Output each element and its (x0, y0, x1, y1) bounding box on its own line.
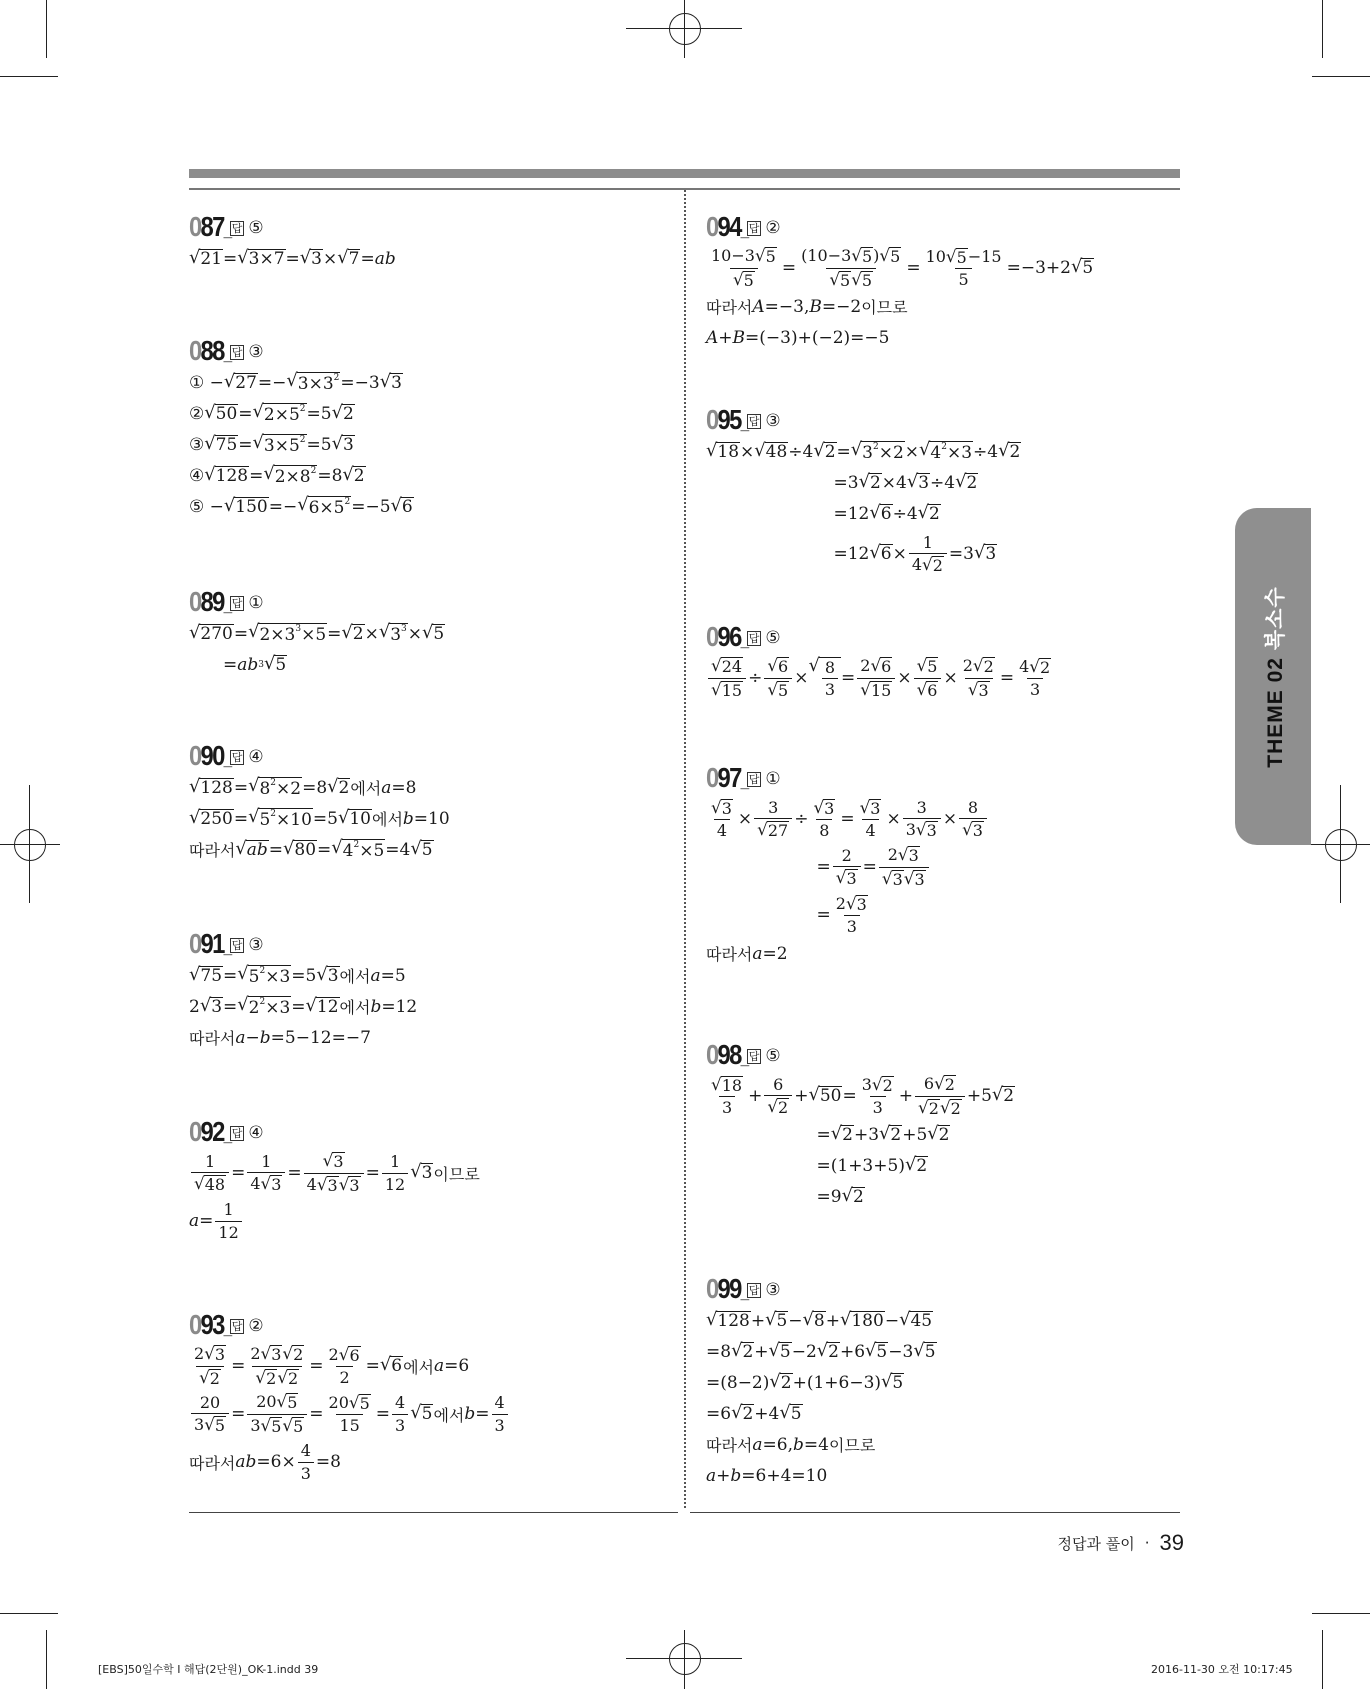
sqrt: √ 5 (410, 1401, 433, 1424)
problem-number: 088_ (189, 334, 231, 366)
sqrt: √ 5 (768, 1340, 791, 1363)
answer-choice: ③ (248, 935, 264, 955)
solution-line: √ 21 = √ 3×7 = √ 3 × √ 7 = ab (189, 247, 396, 270)
sqrt: √ $4^2\times 5$ (331, 837, 385, 862)
fraction: 3 3 √ 3 (903, 798, 941, 841)
fraction: 8 √ 3 (959, 798, 987, 841)
answer-choice: ④ (248, 1123, 264, 1143)
solution-line: = √ 2 +3 √ 2 +5 √ 2 (706, 1123, 950, 1146)
problem-number: 090_ (189, 739, 231, 771)
problem-header (706, 212, 1094, 244)
sqrt: √ 6 (390, 495, 413, 518)
fraction: 6 √ 2 √ 2 √ 2 (915, 1074, 965, 1118)
sqrt: √ 8 (802, 1309, 825, 1332)
sqrt: √ 3 (322, 1150, 344, 1172)
fraction: 20 √ 5 3 √ 5 √ 5 (247, 1392, 307, 1436)
sqrt: √ 2 (327, 776, 350, 799)
sqrt: √ 15 (860, 678, 892, 700)
sqrt: √ 6 (870, 655, 892, 677)
solution-line: ① − √ 27 =− √ $3\times 3^2$ =−3 √ 3 (189, 370, 402, 395)
solution-line: √ 128 + √ 5 − √ 8 + √ 180 − √ 45 (706, 1309, 933, 1332)
answer-choice: ② (765, 218, 781, 238)
sqrt: √ 7 (337, 247, 360, 270)
sqrt: √ 3 (260, 1172, 282, 1194)
problem-number: 092_ (189, 1115, 231, 1147)
problem-099 (706, 1274, 937, 1492)
sqrt: √ 3 (835, 866, 857, 888)
sqrt: √ 2 (998, 440, 1021, 463)
answer-choice: ② (248, 1316, 264, 1336)
sqrt: √ $2\times 3^3\times 5$ (248, 621, 327, 646)
sqrt: √ 5 (765, 1309, 788, 1332)
sqrt: √ 27 (223, 371, 257, 394)
problem-header (706, 763, 989, 795)
sqrt: √ 2 (341, 622, 364, 645)
problem-number: 089_ (189, 585, 231, 617)
problem-number: 087_ (189, 210, 231, 242)
fraction: 1 4 √ 2 (909, 533, 947, 576)
problem-091 (189, 929, 417, 1054)
sqrt: √ 2 (277, 1366, 299, 1388)
sqrt: √ 2 (871, 1073, 893, 1095)
sqrt: √ 2 (731, 1340, 754, 1363)
sqrt: √ $4^2\times 3$ (919, 439, 973, 464)
sqrt: √ 3 (897, 844, 919, 866)
solution-line: =12 √ 6 ÷4 √ 2 (706, 502, 940, 525)
problem-header (706, 405, 1021, 437)
section-label: 정답과 풀이 (1057, 1534, 1135, 1553)
fraction: 2 √ 3 √ 3 √ 3 (879, 845, 929, 889)
fraction: 2 √ 3 (833, 846, 861, 889)
answer-label-box: 답 (231, 1126, 243, 1140)
sqrt: √ $\frac{8}{3}$ (808, 657, 841, 699)
sqrt: √ 2 (922, 553, 943, 575)
solution-line: = 2 √ 3 = 2 √ 3 √ 3 √ 3 (706, 843, 989, 891)
solution-line: √ 270 = √ $2\times 3^3\times 5$ = √ 2 × √ $3^3$ × √ 5 (189, 621, 445, 646)
fraction: √ 3 8 (813, 796, 835, 841)
fraction (914, 656, 942, 700)
sqrt: √ $3^3$ (378, 621, 407, 646)
solution-line: =8 √ 2 + √ 5 −2 √ 2 +6 √ 5 −3 √ 5 (706, 1340, 936, 1363)
problem-098 (706, 1040, 1015, 1213)
sqrt: √ 5 (851, 268, 873, 290)
solution-line: ④ √ 128 = √ $2\times 8^2$ =8 √ 2 (189, 463, 365, 488)
sqrt: √ $2\times 8^2$ (263, 463, 317, 488)
sqrt: √ $3\times 5^2$ (252, 432, 306, 457)
solution-line: 따라서 A =−3, B =−2 이므로 (706, 297, 908, 317)
sqrt: √ 5 (779, 1402, 802, 1425)
sqrt: √ 2 (342, 464, 365, 487)
sqrt: √ 3 (881, 867, 903, 889)
sqrt: √ 2 (282, 1343, 304, 1365)
sqrt: √ 2 (879, 1123, 902, 1146)
sqrt: √ 2 (917, 502, 940, 525)
sqrt: √ 270 (189, 622, 233, 645)
solution-line: 따라서 √ ab = √ 80 = √ $4^2\times 5$ =4 √ 5 (189, 837, 433, 862)
answer-label-box: 답 (748, 1049, 760, 1063)
problem-number: 098_ (706, 1038, 748, 1070)
bullet: · (1144, 1534, 1150, 1552)
sqrt: √ $3^2\times 2$ (850, 439, 904, 464)
sqrt: √ 75 (204, 433, 238, 456)
solution-line: a = $\frac{1}{12}$ (189, 1197, 480, 1245)
sqrt: √ 3 (204, 1343, 226, 1365)
sqrt: √ 24 (711, 655, 743, 677)
fraction: (10−3 √ 5 ) √ 5 √ 5 √ 5 (801, 245, 901, 290)
sqrt: √ 18 (706, 440, 740, 463)
answer-label-box: 답 (231, 345, 243, 359)
sqrt: √ 5 (282, 1414, 304, 1436)
sqrt: √ 5 (204, 1413, 226, 1435)
problem-number: 093_ (189, 1308, 231, 1340)
problem-097 (706, 763, 989, 970)
answer-choice: ① (248, 593, 264, 613)
answer-label-box: 답 (231, 750, 243, 764)
fraction: $\frac{4}{3}$ (298, 1441, 314, 1482)
problem-092 (189, 1117, 480, 1245)
sqrt: √ $2\times 5^2$ (252, 401, 306, 426)
sqrt: √ 5 (879, 245, 901, 267)
solution-line: a + b =6+4=10 (706, 1466, 828, 1486)
sqrt: √ $6\times 5^2$ (297, 494, 351, 519)
sqrt: √ 2 (841, 1185, 864, 1208)
solution-line: 1 √ 48 = 1 4 √ 3 = √ 3 4 √ 3 √ 3 = $\frac{1}{12}$ √ 3 이므로 (189, 1149, 480, 1197)
sqrt: √ 5 (881, 1371, 904, 1394)
sqrt: √ 6 (379, 1353, 403, 1376)
problem-number: 095_ (706, 403, 748, 435)
problem-088 (189, 336, 414, 523)
sqrt: √ 2 (830, 1123, 853, 1146)
sqrt: √ 180 (839, 1309, 884, 1332)
sqrt: √ 12 (305, 995, 339, 1018)
fraction: √ 18 3 (711, 1073, 743, 1118)
sqrt: √ 128 (189, 776, 233, 799)
sqrt: √ 3 (859, 796, 881, 818)
sqrt: √ 3 (845, 892, 867, 914)
sqrt: √ 48 (194, 1172, 226, 1194)
solution-line: √ 18 × √ 48 ÷4 √ 2 = √ $3^2\times 2$ × √ $4^2\times 3$ ÷4 √ 2 (706, 439, 1021, 464)
sqrt: √ 2 (955, 471, 978, 494)
fraction: 20 3 √ 5 (191, 1393, 229, 1436)
solution-line: √ 3 4 × 3 √ 27 ÷ √ 3 8 = √ 3 4 × 3 3 √ 3 × 8 √ 3 (706, 795, 989, 843)
sqrt: √ $5^2\times 10$ (248, 806, 312, 831)
solution-line: 20 3 √ 5 = 20 √ 5 3 √ 5 √ 5 = 20 √ 5 15 = $\frac{4}{3}$ √ 5 에서 b = $\frac{4}{3}$ (189, 1390, 510, 1438)
sqrt: √ 6 (869, 502, 892, 525)
sqrt: √ 3 (903, 867, 925, 889)
fraction: 6 √ 2 (764, 1075, 792, 1118)
answer-choice: ③ (248, 342, 264, 362)
sqrt: √ 2 (904, 1154, 928, 1177)
answer-label-box: 답 (748, 414, 760, 428)
column-divider (684, 190, 686, 1508)
answer-label-box: 답 (231, 596, 243, 610)
fraction: √ 3 4 (859, 796, 881, 841)
sqrt: √ 5 (913, 1340, 936, 1363)
sqrt: √ 2 (927, 1123, 950, 1146)
sqrt: √ 27 (757, 818, 789, 840)
problem-093 (189, 1310, 510, 1486)
problem-header (189, 587, 445, 619)
sqrt: √ 3 (338, 1173, 360, 1195)
sqrt: √ 5 (410, 838, 433, 861)
sqrt: √ 3 (906, 471, 930, 494)
sqrt: √ 2 (972, 655, 994, 677)
sqrt: √ 10 (337, 807, 371, 830)
sqrt: √ 2 (816, 1340, 839, 1363)
problem-096 (706, 622, 1056, 702)
sqrt: √ 2 (918, 1096, 939, 1118)
sqrt: √ 5 (260, 1414, 282, 1436)
sqrt: √ 50 (808, 1083, 842, 1106)
sqrt: √ 5 (276, 1391, 298, 1413)
problem-header (189, 741, 450, 773)
fraction (764, 656, 792, 700)
sqrt: √ $5^2\times 3$ (237, 963, 291, 988)
fraction: 10−3 √ 5 √ 5 (711, 245, 776, 290)
sqrt: √ 3 (813, 796, 835, 818)
problem-header (189, 212, 396, 244)
page-number: 39 (1159, 1530, 1184, 1555)
header-bar (189, 169, 1180, 178)
sqrt: √ 3 (915, 818, 937, 840)
problem-number: 097_ (706, 761, 748, 793)
sqrt: √ 5 (945, 245, 967, 267)
slug-file-info: [EBS]50일수학 I 해답(2단원)_OK-1.indd 39 (98, 1663, 319, 1676)
sqrt: √ 2 (769, 1371, 792, 1394)
sqrt: √ 3 (962, 818, 983, 840)
sqrt: √ 45 (899, 1309, 933, 1332)
sqrt: √ 3 (199, 995, 223, 1018)
sqrt: √ 5 (1070, 255, 1094, 278)
problem-header (706, 1274, 937, 1306)
fraction: $\frac{4}{3}$ (492, 1393, 508, 1434)
fraction: 2 √ 3 3 (835, 892, 867, 937)
answer-label-box: 답 (748, 631, 760, 645)
sqrt: √ 128 (706, 1309, 750, 1332)
sqrt: √ 5 (422, 622, 445, 645)
sqrt: √ 15 (711, 678, 743, 700)
problem-087 (189, 212, 396, 275)
sqrt: √ 2 (767, 1095, 789, 1117)
answer-label-box: 답 (748, 221, 760, 235)
answer-choice: ④ (248, 747, 264, 767)
sqrt: √ 6 (869, 541, 892, 564)
sqrt: √ 5 (264, 653, 287, 676)
sqrt: √ $2^2\times 3$ (237, 994, 291, 1019)
fraction: 20 √ 5 15 (328, 1391, 370, 1436)
solution-line: 따라서 a − b =5−12=−7 (189, 1028, 371, 1048)
sqrt: √ 2 (1029, 655, 1051, 677)
problem-089 (189, 587, 445, 681)
sqrt: √ 2 (255, 1366, 277, 1388)
slug-timestamp: 2016-11-30 오전 10:17:45 (1151, 1663, 1293, 1676)
fraction: $\frac{1}{12}$ (215, 1200, 241, 1241)
answer-choice: ⑤ (765, 628, 781, 648)
fraction: $\frac{8}{3}$ (822, 658, 838, 699)
solution-line: =9 √ 2 (706, 1185, 864, 1208)
answer-label-box: 답 (748, 772, 760, 786)
problem-header (189, 1117, 480, 1149)
sqrt: √ 3 (299, 247, 322, 270)
sqrt: √ 18 (711, 1073, 743, 1095)
sqrt: √ 50 (204, 402, 238, 425)
solution-line: √ 128 = √ $8^2\times 2$ =8 √ 2 에서 a =8 (189, 775, 417, 800)
solution-line: ③ √ 75 = √ $3\times 5^2$ =5 √ 3 (189, 432, 354, 457)
sqrt: √ 3 (711, 796, 732, 818)
solution-line: =(1+3+5) √ 2 (706, 1154, 928, 1177)
solution-line: √ 250 = √ $5^2\times 10$ =5 √ 10 에서 b =10 (189, 806, 450, 831)
sqrt: √ 3 (260, 1343, 282, 1365)
sqrt: √ 80 (283, 838, 317, 861)
solution-line: =6 √ 2 +4 √ 5 (706, 1402, 802, 1425)
sqrt: √ 5 (851, 245, 873, 267)
solution-line: =3 √ 2 ×4 √ 3 ÷4 √ 2 (706, 471, 978, 494)
answer-choice: ① (765, 769, 781, 789)
sqrt: √ 3 (379, 371, 402, 394)
fraction: √ 3 4 √ 3 √ 3 (304, 1151, 364, 1195)
problem-095 (706, 405, 1021, 578)
sqrt: √ 3 (331, 433, 354, 456)
problem-094 (706, 212, 1094, 354)
fraction (708, 656, 746, 700)
problem-header (706, 1040, 1015, 1072)
solution-line: 2 √ 3 = √ $2^2\times 3$ = √ 12 에서 b =12 (189, 994, 418, 1019)
solution-line: A + B =(−3)+(−2)=−5 (706, 328, 890, 348)
bottom-rule-right (690, 1512, 1180, 1513)
problem-number: 091_ (189, 927, 231, 959)
fraction: 1 4 √ 3 (247, 1152, 285, 1195)
theme-tab-label: THEME 02 복소수 (1264, 586, 1287, 768)
fraction: 2 √ 3 √ 2 (194, 1343, 226, 1388)
sqrt: √ $8^2\times 2$ (248, 775, 302, 800)
sqrt: √ 128 (204, 464, 249, 487)
problem-header (189, 336, 414, 368)
sqrt: √ 5 (732, 268, 754, 290)
sqrt: √ 75 (189, 964, 223, 987)
solution-line: 따라서 a =2 (706, 944, 788, 964)
sqrt: √ 150 (223, 495, 268, 518)
answer-label-box: 답 (231, 938, 243, 952)
sqrt: √ 2 (991, 1083, 1015, 1106)
sqrt: √ 2 (731, 1402, 754, 1425)
problem-header (706, 622, 1056, 654)
solution-line: =(8−2) √ 2 +(1+6−3) √ 5 (706, 1371, 904, 1394)
sqrt: √ 3 (316, 964, 339, 987)
fraction: 2 √ 3 √ 2 √ 2 √ 2 (250, 1343, 304, 1388)
problem-header (189, 929, 417, 961)
solution-line: ② √ 50 = √ $2\times 5^2$ =5 √ 2 (189, 401, 354, 426)
solution-line: √ 75 = √ $5^2\times 3$ =5 √ 3 에서 a =5 (189, 963, 406, 988)
sqrt: √ 2 (199, 1366, 220, 1388)
fraction: 2 √ 6 2 (328, 1343, 360, 1388)
page-footer (1058, 1530, 1184, 1556)
solution-line: ⑤ − √ 150 =− √ $6\times 5^2$ =−5 √ 6 (189, 494, 413, 519)
sqrt: √ 5 (916, 655, 938, 677)
sqrt: √ 3 (967, 678, 989, 700)
sqrt: √ 6 (916, 678, 938, 700)
fraction: 2 √ 2 √ 3 (962, 655, 994, 700)
sqrt: √ ab (235, 838, 268, 861)
problem-number: 094_ (706, 210, 748, 242)
fraction: 1 √ 48 (191, 1152, 229, 1195)
solution-line: 10−3 √ 5 √ 5 = (10−3 √ 5 ) √ 5 √ 5 √ 5 = 10 √ 5 −15 5 =−3+2 √ 5 (706, 244, 1094, 292)
fraction: √ 3 4 (711, 796, 732, 841)
sqrt: √ 2 (934, 1073, 955, 1095)
sqrt: √ 250 (189, 807, 233, 830)
sqrt: √ 5 (829, 268, 851, 290)
problem-number: 096_ (706, 620, 748, 652)
sqrt: √ 2 (939, 1096, 961, 1118)
sqrt: √ 5 (865, 1340, 888, 1363)
sqrt: √ 3 (410, 1160, 433, 1183)
solution-line: 따라서 ab =6× $\frac{4}{3}$ =8 (189, 1441, 341, 1483)
sqrt: √ 48 (754, 440, 788, 463)
sqrt: √ 3×7 (237, 247, 285, 270)
solution-line: = ab 3 √ 5 (189, 653, 287, 676)
answer-label-box: 답 (231, 221, 243, 235)
fraction: 2 √ 6 √ 15 (857, 656, 895, 700)
fraction: $\frac{1}{12}$ (382, 1152, 408, 1193)
sqrt: √ 5 (767, 678, 789, 700)
answer-choice: ③ (765, 411, 781, 431)
sqrt: √ 5 (754, 245, 776, 267)
sqrt: √ $3\times 3^2$ (286, 370, 340, 395)
fraction: 3 √ 2 3 (861, 1073, 893, 1118)
answer-choice: ⑤ (765, 1046, 781, 1066)
fraction: 4 √ 2 3 (1019, 655, 1051, 700)
problem-090 (189, 741, 450, 866)
problem-header (189, 1310, 510, 1342)
problem-number: 099_ (706, 1272, 748, 1304)
solution-line: 2 √ 3 √ 2 = 2 √ 3 √ 2 √ 2 √ 2 = 2 √ 6 2 = √ 6 에서 a =6 (189, 1342, 510, 1390)
sqrt: √ 6 (767, 655, 789, 677)
fraction: $\frac{4}{3}$ (392, 1393, 408, 1434)
sqrt: √ 2 (813, 440, 836, 463)
sqrt: √ 5 (348, 1391, 370, 1413)
answer-choice: ③ (765, 1280, 781, 1300)
sqrt: √ 2 (858, 471, 881, 494)
solution-line: 따라서 a =6, b =4 이므로 (706, 1435, 876, 1455)
solution-line: =12 √ 6 × 1 4 √ 2 =3 √ 3 (706, 532, 997, 575)
solution-line: √ 24 √ 15 ÷ √ 6 √ 5 × √ $\frac{8}{3}$ = 2 √ 6 √ 15 × √ 5 √ 6 × 2 √ 2 √ 3 = 4 √ 2 3 (706, 654, 1056, 702)
solution-line: = 2 √ 3 3 (706, 891, 989, 939)
sqrt: √ 21 (189, 247, 223, 270)
sqrt: √ 3 (316, 1173, 338, 1195)
solution-line: √ 18 3 + 6 √ 2 + √ 50 = 3 √ 2 3 + 6 √ 2 √ 2 √ 2 +5 √ 2 (706, 1072, 1015, 1120)
sqrt: √ 3 (973, 541, 997, 564)
answer-choice: ⑤ (248, 218, 264, 238)
sqrt: √ 2 (331, 402, 354, 425)
answer-label-box: 답 (748, 1283, 760, 1297)
answer-label-box: 답 (231, 1319, 243, 1333)
sqrt: √ 6 (338, 1343, 360, 1365)
bottom-rule-left (189, 1512, 678, 1513)
fraction: 3 √ 27 (754, 798, 792, 841)
fraction: 10 √ 5 −15 5 (925, 245, 1002, 290)
